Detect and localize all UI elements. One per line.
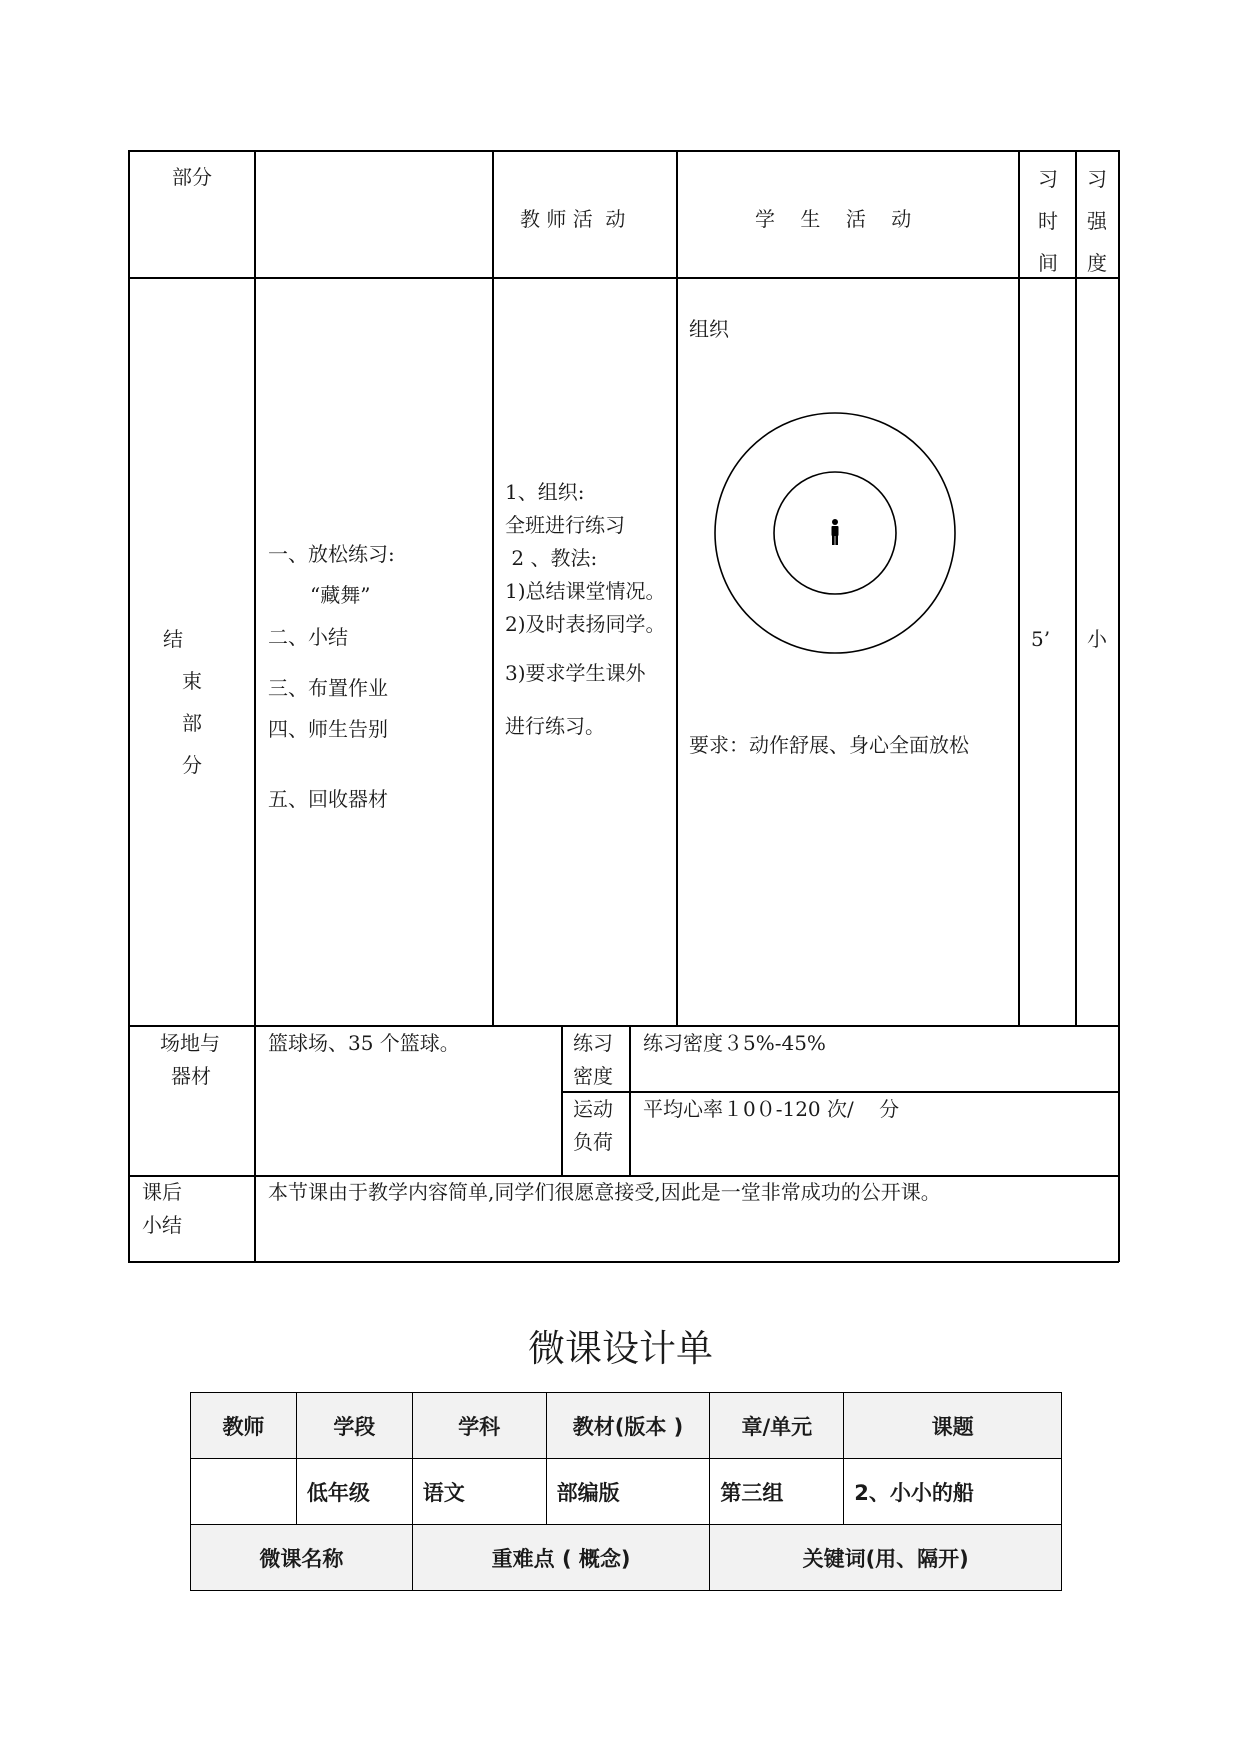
micro-design-table bbox=[190, 1392, 1062, 1591]
value-unit: 第三组 bbox=[710, 1459, 844, 1525]
header-topic: 课题 bbox=[844, 1393, 1062, 1459]
key-points-label: 重难点 ( 概念) bbox=[412, 1525, 710, 1591]
teacher-column-divider bbox=[676, 150, 678, 1026]
content-item-relax-sub: “藏舞” bbox=[310, 583, 371, 607]
teacher-line-5: 2)及时表扬同学。 bbox=[505, 612, 666, 636]
student-organization-label: 组织 bbox=[689, 317, 729, 341]
teacher-line-6: 3)要求学生课外 bbox=[505, 661, 646, 685]
teacher-line-7: 进行练习。 bbox=[505, 714, 605, 738]
table-border-right bbox=[1118, 150, 1120, 1262]
teacher-line-4: 1)总结课堂情况。 bbox=[505, 579, 666, 603]
formation-diagram bbox=[712, 410, 958, 656]
teacher-line-2: 全班进行练习 bbox=[505, 513, 625, 537]
value-topic: 2、小小的船 bbox=[844, 1459, 1062, 1525]
header-stage: 学段 bbox=[296, 1393, 412, 1459]
keywords-label: 关键词(用、隔开) bbox=[710, 1525, 1062, 1591]
header-time-label: 习 时 间 bbox=[1038, 167, 1058, 275]
header-unit: 章/单元 bbox=[710, 1393, 844, 1459]
table-border-left bbox=[128, 150, 130, 1262]
exercise-time-value: 5’ bbox=[1031, 627, 1051, 651]
time-column-divider bbox=[1075, 150, 1077, 1026]
header-textbook: 教材(版本 ) bbox=[546, 1393, 710, 1459]
summary-label-1: 课后 bbox=[142, 1180, 182, 1204]
header-teacher-label: 教 师 活 动 bbox=[520, 207, 626, 231]
table-border-bottom bbox=[128, 1261, 1119, 1263]
micro-design-title: 微课设计单 bbox=[528, 1327, 713, 1370]
header-student-label: 学 生 活 动 bbox=[755, 207, 912, 231]
value-subject: 语文 bbox=[412, 1459, 546, 1525]
header-row-divider bbox=[128, 277, 1119, 279]
density-value: 练习密度３5%-45% bbox=[643, 1031, 826, 1055]
lesson-plan-table: 部分 教 师 活 动 学 生 活 动 习 时 间 习 强 度 结 束 部 分 一、放松练习: “藏舞” 二、小结 三、布置作业 四、师生告别 五、回收器材 1、组织: 全班进行练习 2 、教法: 1)总结课堂情况。 2)及时表扬同学。 3)要求学生课外 进行练习。 组织 要求：动作舒展、身心全面放松 5’ 小 场地与 器材 篮球场、35 个篮球。 练习 密度 练习密度３5%-45% 运动 负荷 平均心率１0０-120 次/ 分 课后 小结 本节课由于教学内容简单,同学们很愿意接受,因此是一堂非常成功的公开课。 bbox=[0, 0, 1241, 1270]
density-label-2: 密度 bbox=[573, 1064, 613, 1088]
value-stage: 低年级 bbox=[296, 1459, 412, 1525]
student-column-divider bbox=[1018, 150, 1020, 1026]
design-header-row bbox=[191, 1393, 1062, 1459]
content-column-divider bbox=[492, 150, 494, 1026]
content-item-farewell: 四、师生告别 bbox=[268, 717, 388, 741]
load-label-1: 运动 bbox=[573, 1097, 613, 1121]
part-column-divider bbox=[254, 150, 256, 1262]
value-teacher bbox=[191, 1459, 297, 1525]
micro-lesson-name-label: 微课名称 bbox=[191, 1525, 413, 1591]
student-requirement: 要求：动作舒展、身心全面放松 bbox=[689, 733, 969, 757]
table-border-top bbox=[128, 150, 1119, 152]
header-teacher: 教师 bbox=[191, 1393, 297, 1459]
person-icon bbox=[832, 519, 839, 545]
venue-label-divider bbox=[629, 1025, 631, 1176]
end-section-divider bbox=[128, 1025, 1119, 1027]
summary-text: 本节课由于教学内容简单,同学们很愿意接受,因此是一堂非常成功的公开课。 bbox=[268, 1180, 941, 1204]
header-intensity-label: 习 强 度 bbox=[1087, 167, 1107, 275]
load-value: 平均心率１0０-120 次/ 分 bbox=[643, 1097, 900, 1121]
load-label-2: 负荷 bbox=[573, 1130, 613, 1154]
content-item-equipment: 五、回收器材 bbox=[268, 787, 388, 811]
content-item-homework: 三、布置作业 bbox=[268, 676, 388, 700]
header-part-label: 部分 bbox=[172, 165, 212, 189]
venue-label-2: 器材 bbox=[171, 1064, 211, 1088]
header-subject: 学科 bbox=[412, 1393, 546, 1459]
summary-label-2: 小结 bbox=[142, 1213, 182, 1237]
exercise-intensity-value: 小 bbox=[1087, 627, 1107, 651]
venue-value: 篮球场、35 个篮球。 bbox=[268, 1031, 460, 1055]
design-third-row bbox=[191, 1525, 1062, 1591]
density-label-1: 练习 bbox=[573, 1031, 613, 1055]
content-item-summary: 二、小结 bbox=[268, 625, 348, 649]
teacher-line-3: 2 、教法: bbox=[505, 546, 598, 570]
teacher-line-1: 1、组织: bbox=[505, 480, 585, 504]
venue-label-1: 场地与 bbox=[160, 1031, 220, 1055]
content-item-relax: 一、放松练习: bbox=[268, 542, 395, 566]
venue-value-divider bbox=[561, 1025, 563, 1176]
design-value-row bbox=[191, 1459, 1062, 1525]
density-load-divider bbox=[561, 1091, 1119, 1093]
value-textbook: 部编版 bbox=[546, 1459, 710, 1525]
